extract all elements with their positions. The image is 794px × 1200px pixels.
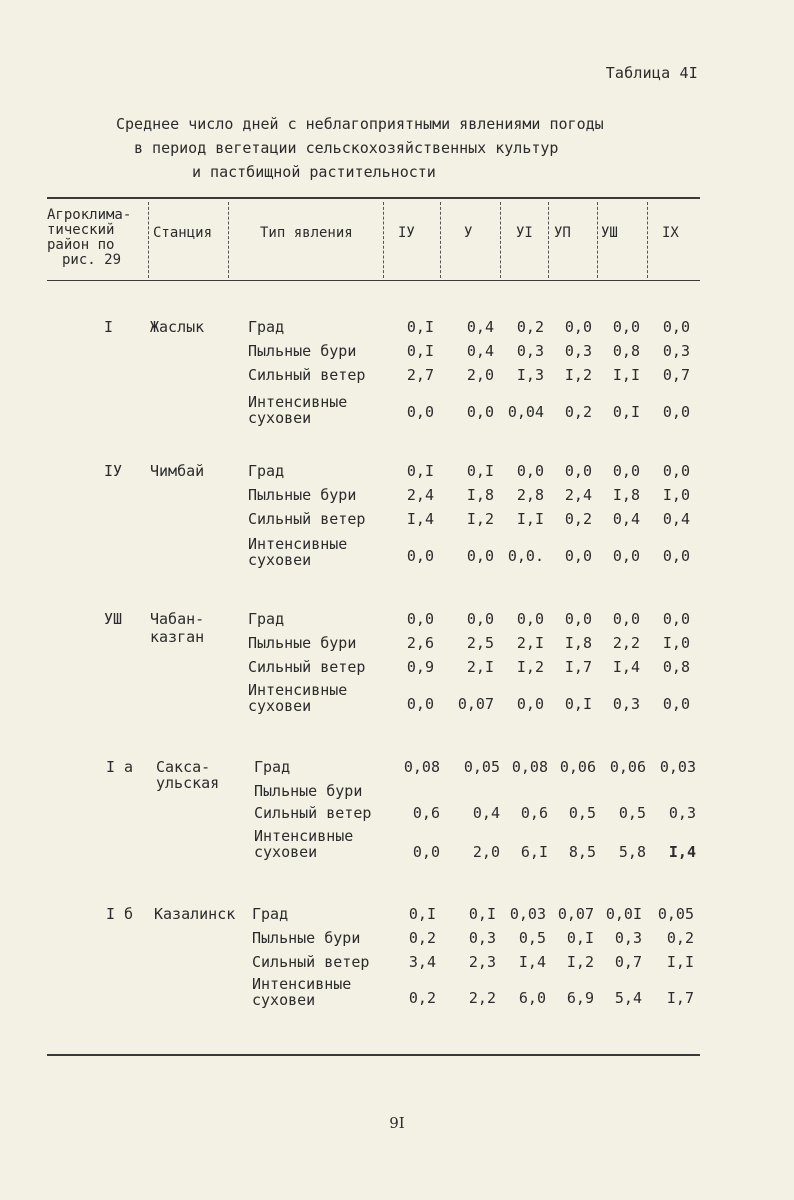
- header-month-viii: УШ: [601, 225, 618, 241]
- value-cell: 0,0: [466, 610, 494, 628]
- value-cell: 0,5: [518, 929, 546, 947]
- header-month-ix: IX: [662, 225, 679, 241]
- value-cell: 0,I: [406, 342, 434, 360]
- station-cell: Чимбай: [150, 462, 205, 480]
- value-cell: 0,I: [406, 318, 434, 336]
- header-region-line-1: Агроклима-: [47, 207, 132, 223]
- phenomenon-cell: Интенсивные: [248, 681, 348, 699]
- table-row: [0, 658, 794, 680]
- value-cell: I,4: [668, 843, 696, 861]
- table-row: [0, 758, 794, 780]
- phenomenon-cell: Интенсивные: [248, 393, 348, 411]
- header-divider: [383, 202, 384, 278]
- value-cell: 0,0: [406, 610, 434, 628]
- phenomenon-cell: Град: [248, 318, 285, 336]
- value-cell: 0,3: [612, 695, 640, 713]
- phenomenon-cell: Град: [254, 758, 291, 776]
- phenomenon-cell: Пыльные бури: [252, 929, 361, 947]
- table-top-rule: [47, 197, 700, 199]
- table-row: [0, 953, 794, 975]
- value-cell: 2,4: [406, 486, 434, 504]
- value-cell: 0,0: [662, 547, 690, 565]
- page-number: 9I: [389, 1114, 405, 1132]
- phenomenon-cell: Сильный ветер: [248, 658, 366, 676]
- phenomenon-cell: Интенсивные: [248, 535, 348, 553]
- value-cell: I,7: [666, 989, 694, 1007]
- header-month-v: У: [464, 225, 473, 241]
- header-month-vii: УП: [554, 225, 571, 241]
- phenomenon-cell: Пыльные бури: [254, 782, 363, 800]
- value-cell: 0,I: [406, 462, 434, 480]
- table-row: [0, 393, 794, 427]
- value-cell: 0,5: [618, 804, 646, 822]
- value-cell: 0,0: [564, 318, 592, 336]
- phenomenon-cell: Пыльные бури: [248, 486, 357, 504]
- station-cell: Чабан-: [150, 610, 205, 628]
- table-row: [0, 929, 794, 951]
- value-cell: I,0: [662, 486, 690, 504]
- value-cell: I,3: [516, 366, 544, 384]
- header-divider: [500, 202, 501, 278]
- value-cell: 0,06: [559, 758, 596, 776]
- value-cell: 0,2: [516, 318, 544, 336]
- phenomenon-cell: суховеи: [248, 409, 312, 427]
- value-cell: 0,3: [662, 342, 690, 360]
- value-cell: 2,6: [406, 634, 434, 652]
- value-cell: 0,08: [403, 758, 440, 776]
- station-cell: Казалинск: [154, 905, 236, 923]
- header-type: Тип явления: [260, 225, 353, 241]
- value-cell: I,4: [518, 953, 546, 971]
- value-cell: 0,4: [472, 804, 500, 822]
- value-cell: 3,4: [408, 953, 436, 971]
- station-cell: казган: [150, 628, 205, 646]
- station-cell: Сакса-: [156, 758, 211, 776]
- value-cell: 0,0: [662, 462, 690, 480]
- value-cell: I,I: [516, 510, 544, 528]
- table-row: [0, 535, 794, 569]
- value-cell: I,2: [466, 510, 494, 528]
- value-cell: 0,5: [568, 804, 596, 822]
- table-row: [0, 318, 794, 340]
- value-cell: 0,05: [463, 758, 500, 776]
- phenomenon-cell: Сильный ветер: [254, 804, 372, 822]
- value-cell: 0,0: [466, 403, 494, 421]
- value-cell: 2,3: [468, 953, 496, 971]
- value-cell: I,I: [666, 953, 694, 971]
- value-cell: 0,0: [564, 610, 592, 628]
- value-cell: 0,0: [406, 547, 434, 565]
- value-cell: 0,I: [408, 905, 436, 923]
- header-divider: [597, 202, 598, 278]
- table-row: [0, 610, 794, 632]
- value-cell: 0,0: [564, 547, 592, 565]
- table-row: [0, 510, 794, 532]
- value-cell: 2,8: [516, 486, 544, 504]
- table-row: [0, 342, 794, 364]
- header-divider: [440, 202, 441, 278]
- value-cell: 5,8: [618, 843, 646, 861]
- table-row: [0, 905, 794, 927]
- value-cell: 0,08: [511, 758, 548, 776]
- value-cell: 0,04: [507, 403, 544, 421]
- value-cell: I,2: [564, 366, 592, 384]
- value-cell: 0,03: [659, 758, 696, 776]
- value-cell: 0,I: [466, 462, 494, 480]
- phenomenon-cell: суховеи: [248, 697, 312, 715]
- header-region-line-4: рис. 29: [62, 252, 122, 268]
- value-cell: 0,0: [412, 843, 440, 861]
- table-row: [0, 975, 794, 1009]
- value-cell: 0,0: [662, 610, 690, 628]
- value-cell: 0,2: [564, 403, 592, 421]
- phenomenon-cell: суховеи: [254, 843, 318, 861]
- header-divider: [647, 202, 648, 278]
- table-row: [0, 681, 794, 715]
- value-cell: 0,2: [408, 929, 436, 947]
- value-cell: 0,0: [406, 695, 434, 713]
- value-cell: 6,0: [518, 989, 546, 1007]
- phenomenon-cell: суховеи: [248, 551, 312, 569]
- value-cell: 0,06: [609, 758, 646, 776]
- value-cell: 0,0: [406, 403, 434, 421]
- value-cell: I,7: [564, 658, 592, 676]
- header-month-iv: IУ: [398, 225, 415, 241]
- value-cell: 0,4: [612, 510, 640, 528]
- region-cell: УШ: [104, 610, 123, 628]
- value-cell: 0,07: [457, 695, 494, 713]
- value-cell: 0,6: [412, 804, 440, 822]
- value-cell: 0,3: [668, 804, 696, 822]
- value-cell: 2,7: [406, 366, 434, 384]
- value-cell: 5,4: [614, 989, 642, 1007]
- value-cell: 0,7: [662, 366, 690, 384]
- header-bottom-rule: [47, 280, 700, 281]
- value-cell: 8,5: [568, 843, 596, 861]
- value-cell: I,2: [516, 658, 544, 676]
- phenomenon-cell: суховеи: [252, 991, 316, 1009]
- table-title-line-2: в период вегетации сельскохозяйственных культур: [134, 139, 559, 157]
- table-row: [0, 827, 794, 861]
- value-cell: I,8: [612, 486, 640, 504]
- value-cell: I,4: [612, 658, 640, 676]
- value-cell: 0,0: [466, 547, 494, 565]
- value-cell: I,8: [466, 486, 494, 504]
- value-cell: 2,4: [564, 486, 592, 504]
- phenomenon-cell: Град: [248, 462, 285, 480]
- header-region-line-3: район по: [47, 237, 115, 253]
- value-cell: 0,07: [557, 905, 594, 923]
- value-cell: 2,2: [612, 634, 640, 652]
- phenomenon-cell: Сильный ветер: [248, 366, 366, 384]
- value-cell: 0,4: [662, 510, 690, 528]
- value-cell: 0,0: [662, 318, 690, 336]
- value-cell: 0,I: [564, 695, 592, 713]
- value-cell: 6,9: [566, 989, 594, 1007]
- value-cell: 0,6: [520, 804, 548, 822]
- value-cell: 0,I: [612, 403, 640, 421]
- value-cell: 0,3: [614, 929, 642, 947]
- value-cell: 0,0: [564, 462, 592, 480]
- table-row: [0, 628, 794, 656]
- header-divider: [228, 202, 229, 278]
- value-cell: 0,I: [566, 929, 594, 947]
- value-cell: 2,5: [466, 634, 494, 652]
- value-cell: 0,03: [509, 905, 546, 923]
- table-bottom-rule: [47, 1054, 700, 1056]
- value-cell: 0,4: [466, 318, 494, 336]
- value-cell: 0,2: [564, 510, 592, 528]
- table-row: [0, 462, 794, 484]
- value-cell: I,2: [566, 953, 594, 971]
- table-title-line-3: и пастбищной растительности: [192, 163, 436, 181]
- header-month-vi: УI: [516, 225, 533, 241]
- value-cell: I,0: [662, 634, 690, 652]
- table-row: [0, 366, 794, 388]
- phenomenon-cell: Сильный ветер: [248, 510, 366, 528]
- value-cell: 0,0: [662, 695, 690, 713]
- value-cell: 0,7: [614, 953, 642, 971]
- value-cell: 0,0: [516, 462, 544, 480]
- value-cell: 0,0: [516, 610, 544, 628]
- value-cell: 0,I: [468, 905, 496, 923]
- table-title-line-1: Среднее число дней с неблагоприятными явлениями погоды: [116, 115, 604, 133]
- value-cell: 2,2: [468, 989, 496, 1007]
- header-divider: [548, 202, 549, 278]
- value-cell: 0,8: [662, 658, 690, 676]
- value-cell: 0,2: [408, 989, 436, 1007]
- value-cell: 2,0: [472, 843, 500, 861]
- value-cell: 0,0I: [605, 905, 642, 923]
- value-cell: 0,3: [564, 342, 592, 360]
- value-cell: 0,8: [612, 342, 640, 360]
- header-station: Станция: [153, 225, 213, 241]
- phenomenon-cell: Пыльные бури: [248, 634, 357, 652]
- value-cell: 0,3: [468, 929, 496, 947]
- table-row: [0, 804, 794, 826]
- phenomenon-cell: Интенсивные: [252, 975, 352, 993]
- value-cell: 0,4: [466, 342, 494, 360]
- value-cell: 0,0: [612, 462, 640, 480]
- value-cell: 0,2: [666, 929, 694, 947]
- header-region-line-2: тический: [47, 222, 115, 238]
- value-cell: 2,I: [466, 658, 494, 676]
- phenomenon-cell: Интенсивные: [254, 827, 354, 845]
- value-cell: I,I: [612, 366, 640, 384]
- station-cell: ульская: [156, 774, 220, 792]
- value-cell: 0,0: [516, 695, 544, 713]
- region-cell: I б: [106, 905, 134, 923]
- value-cell: 0,9: [406, 658, 434, 676]
- region-cell: I а: [106, 758, 134, 776]
- value-cell: 0,0: [612, 547, 640, 565]
- phenomenon-cell: Сильный ветер: [252, 953, 370, 971]
- value-cell: 0,0: [612, 610, 640, 628]
- table-number: Таблица 4I: [605, 64, 698, 82]
- phenomenon-cell: Град: [252, 905, 289, 923]
- station-cell: Жаслык: [150, 318, 205, 336]
- phenomenon-cell: Град: [248, 610, 285, 628]
- region-cell: IУ: [104, 462, 123, 480]
- table-row: [0, 486, 794, 508]
- value-cell: 0,05: [657, 905, 694, 923]
- value-cell: 0,0.: [507, 547, 544, 565]
- value-cell: 6,I: [520, 843, 548, 861]
- value-cell: 0,0: [612, 318, 640, 336]
- value-cell: 2,0: [466, 366, 494, 384]
- header-divider: [148, 202, 149, 278]
- value-cell: I,4: [406, 510, 434, 528]
- phenomenon-cell: Пыльные бури: [248, 342, 357, 360]
- value-cell: I,8: [564, 634, 592, 652]
- value-cell: 2,I: [516, 634, 544, 652]
- region-cell: I: [104, 318, 114, 336]
- value-cell: 0,0: [662, 403, 690, 421]
- table-row: [0, 774, 794, 804]
- value-cell: 0,3: [516, 342, 544, 360]
